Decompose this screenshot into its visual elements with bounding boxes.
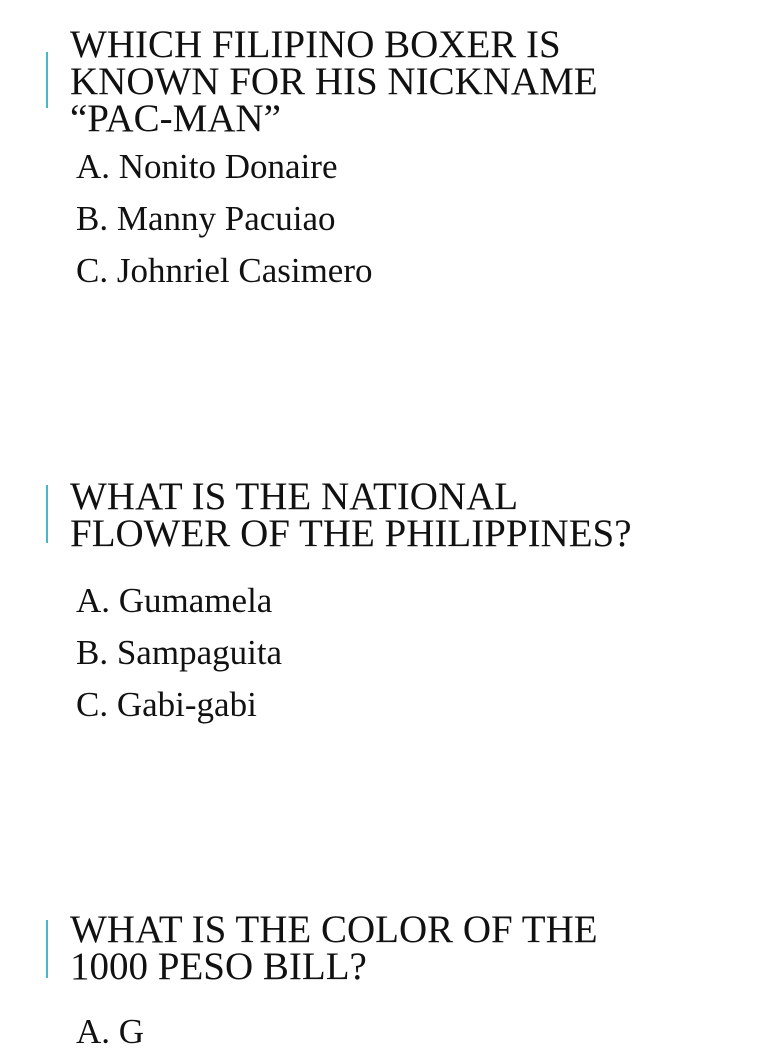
option-b: B. Manny Pacuiao bbox=[76, 199, 336, 238]
question-title: WHAT IS THE COLOR OF THE 1000 PESO BILL? bbox=[70, 908, 598, 988]
option-b: B. Sampaguita bbox=[76, 633, 283, 672]
accent-bar bbox=[46, 485, 48, 543]
accent-bar bbox=[46, 920, 48, 978]
option-a: A. Gumamela bbox=[76, 581, 273, 620]
quiz-slide-3 bbox=[0, 880, 768, 1051]
question-title: WHICH FILIPINO BOXER IS KNOWN FOR HIS NICKNAME “PAC-MAN” bbox=[70, 23, 598, 140]
quiz-slide-1 bbox=[0, 0, 768, 440]
option-a: A. Nonito Donaire bbox=[76, 147, 338, 186]
answer-options bbox=[76, 575, 282, 731]
option-a: A. G bbox=[76, 1012, 145, 1051]
accent-bar bbox=[46, 52, 48, 108]
answer-options bbox=[76, 141, 373, 297]
option-c: C. Johnriel Casimero bbox=[76, 251, 373, 290]
option-c: C. Gabi-gabi bbox=[76, 685, 257, 724]
quiz-slide-2 bbox=[0, 440, 768, 880]
answer-options bbox=[76, 1006, 144, 1058]
question-title: WHAT IS THE NATIONAL FLOWER OF THE PHILIPPINES? bbox=[70, 475, 632, 555]
